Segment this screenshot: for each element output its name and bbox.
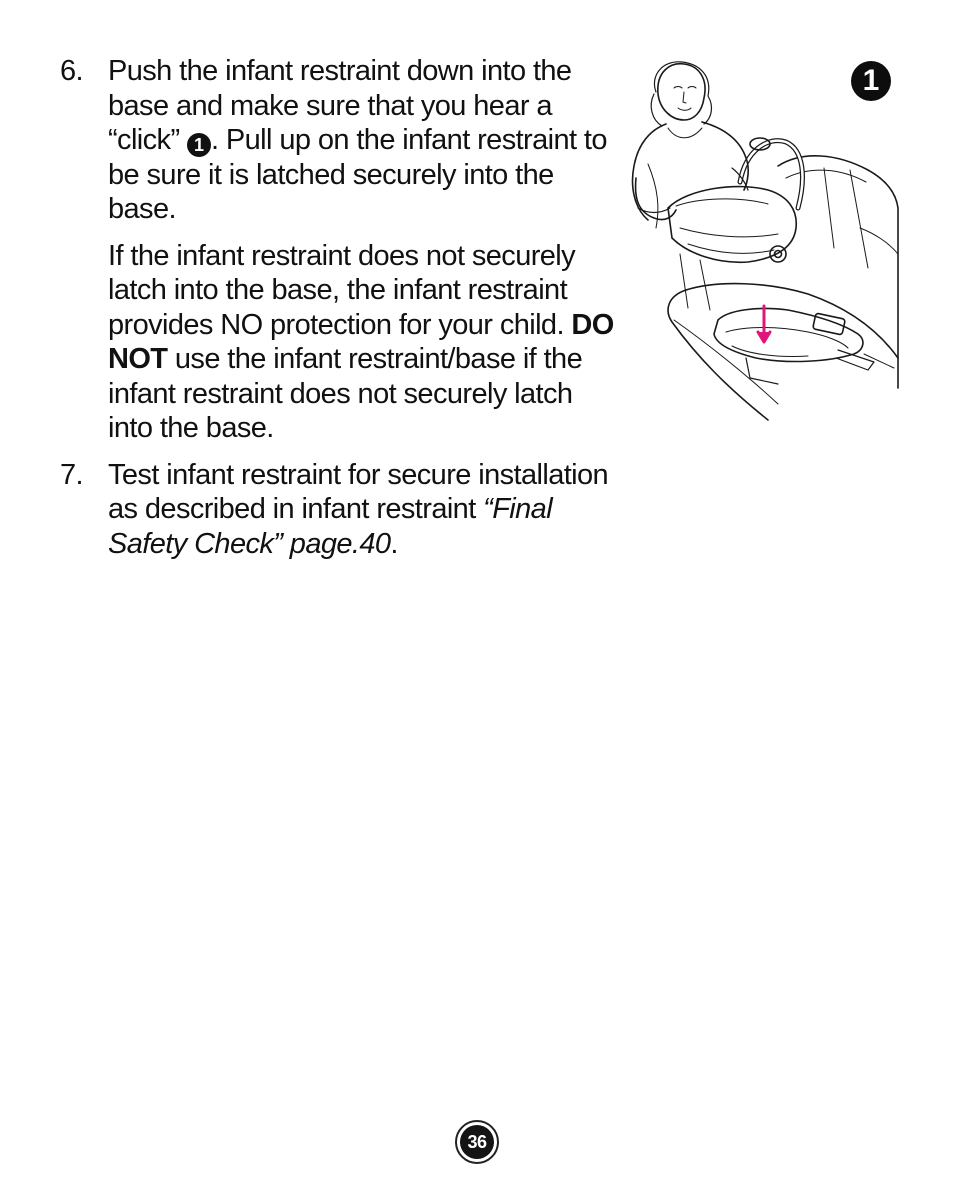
figure-number-badge: 1 xyxy=(851,61,891,101)
step-6-warning-paragraph xyxy=(108,239,620,446)
step-7 xyxy=(60,458,620,562)
figure-reference-badge: 1 xyxy=(187,133,211,157)
step-number: 7. xyxy=(60,458,83,491)
step-6 xyxy=(60,54,620,446)
step-7-period: . xyxy=(390,527,398,560)
cross-reference: “Final Safety Check” page.40 xyxy=(108,493,553,560)
warning-text: If the infant restraint does not securely latch into the base, the infant restraint provides NO protection for your child. xyxy=(108,239,576,341)
step-7-paragraph xyxy=(108,458,620,562)
instruction-steps xyxy=(60,54,620,561)
installation-illustration xyxy=(628,58,900,424)
step-6-text-after: . Pull up on the infant restraint to be sure it is latched securely into the base. xyxy=(108,124,607,225)
step-number: 6. xyxy=(60,55,83,87)
warning-text-after: use the infant restraint/base if the infant restraint does not securely latch into the base. xyxy=(108,343,583,444)
step-7-text: Test infant restraint for secure installation as described in infant restraint xyxy=(108,458,609,525)
step-6-paragraph-1 xyxy=(108,54,620,227)
page-number xyxy=(455,1120,499,1164)
warning-emphasis: DO NOT xyxy=(108,308,614,375)
page-number-label: 36 xyxy=(460,1125,494,1159)
step-6-text: Push the infant restraint down into the base and make sure that you hear a “click” xyxy=(108,55,572,156)
